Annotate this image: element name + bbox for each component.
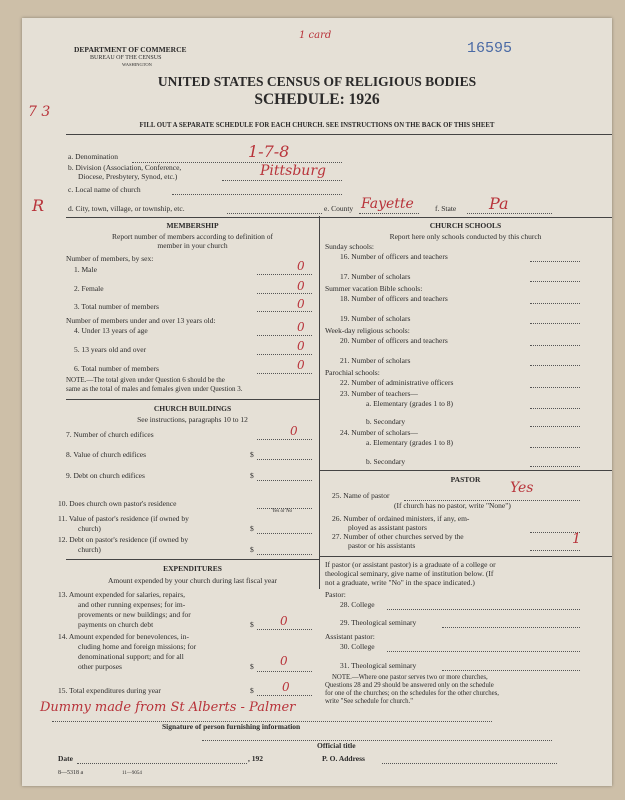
q23b-label: b. Secondary xyxy=(366,417,406,426)
schedule-year: SCHEDULE: 1926 xyxy=(254,91,380,108)
q4-label: 4. Under 13 years of age xyxy=(74,326,148,335)
q24b-label: b. Secondary xyxy=(366,457,406,466)
pastor-note-3: for one of the churches; on the schedules for the other churches, xyxy=(325,690,500,697)
official-title-line[interactable] xyxy=(202,740,552,741)
q18-label: 18. Number of officers and teachers xyxy=(340,294,448,303)
q29-label: 29. Theological seminary xyxy=(340,618,417,627)
q13-label-2: and other running expenses; for im- xyxy=(78,600,186,609)
q9-label: 9. Debt on church edifices xyxy=(66,471,145,480)
bureau-label: BUREAU OF THE CENSUS xyxy=(90,55,162,61)
pastor-note-2: Questions 28 and 29 should be answered only on the schedule xyxy=(325,682,494,689)
assistant-sub-label: Assistant pastor: xyxy=(325,632,375,641)
q7-label: 7. Number of church edifices xyxy=(66,430,154,439)
local-name-label: c. Local name of church xyxy=(68,185,141,194)
q9-dollar: $ xyxy=(250,471,254,480)
membership-intro-1: Report number of members according to definition of xyxy=(112,232,273,241)
q19-line[interactable] xyxy=(530,323,580,324)
q7-line[interactable] xyxy=(257,439,312,440)
denomination-value: 1-7-8 xyxy=(248,142,290,161)
q6-label: 6. Total number of members xyxy=(74,364,159,373)
column-divider xyxy=(319,216,320,589)
q27-label-1: 27. Number of other churches served by the xyxy=(332,532,464,541)
division-value: Pittsburg xyxy=(260,163,326,179)
q4-line[interactable] xyxy=(257,335,312,336)
signature-label: Signature of person furnishing information xyxy=(162,722,301,731)
city-label: WASHINGTON xyxy=(122,62,152,67)
q5-line[interactable] xyxy=(257,354,312,355)
denomination-label: a. Denomination xyxy=(68,152,118,161)
q23a-line[interactable] xyxy=(530,408,580,409)
weekday-label: Week-day religious schools: xyxy=(325,326,410,335)
annotation-R: R xyxy=(32,196,45,215)
date-label: Date xyxy=(58,754,73,763)
q3-label: 3. Total number of members xyxy=(74,302,159,311)
q15-dollar: $ xyxy=(250,686,254,695)
q14-label-1: 14. Amount expended for benevolences, in- xyxy=(58,632,190,641)
q14-label-3: denominational support; and for all xyxy=(78,652,184,661)
date-year: , 192 xyxy=(248,754,263,763)
q9-line[interactable] xyxy=(257,480,312,481)
q22-line[interactable] xyxy=(530,387,580,388)
q8-label: 8. Value of church edifices xyxy=(66,450,147,459)
q13-dollar: $ xyxy=(250,620,254,629)
city-town-line[interactable] xyxy=(227,213,322,214)
graduate-note-3: not a graduate, write "No" in the space indicated.) xyxy=(325,578,475,587)
q13-label-1: 13. Amount expended for salaries, repairs, xyxy=(58,590,186,599)
q16-line[interactable] xyxy=(530,261,580,262)
schools-intro: Report here only schools conducted by this church xyxy=(389,232,542,241)
q21-label: 21. Number of scholars xyxy=(340,356,411,365)
q11-label-2: church) xyxy=(78,524,101,533)
city-town-label: d. City, town, village, or township, etc. xyxy=(68,204,185,213)
form-number: 8—5318 a xyxy=(58,770,84,776)
official-title-label: Official title xyxy=(317,741,356,750)
by-sex-label: Number of members, by sex: xyxy=(66,254,154,263)
q28-label: 28. College xyxy=(340,600,375,609)
q11-dollar: $ xyxy=(250,524,254,533)
q3-line[interactable] xyxy=(257,311,312,312)
county-line[interactable] xyxy=(359,213,419,214)
q24-label: 24. Number of scholars— xyxy=(340,428,418,437)
age-intro-label: Number of members under and over 13 years old: xyxy=(66,316,216,325)
graduate-note-2: theological seminary, give name of institution below. (If xyxy=(325,569,494,578)
q2-line[interactable] xyxy=(257,293,312,294)
q28-line[interactable] xyxy=(387,609,580,610)
membership-heading: MEMBERSHIP xyxy=(166,221,219,230)
q17-line[interactable] xyxy=(530,281,580,282)
q15-value: 0 xyxy=(282,680,290,694)
q31-line[interactable] xyxy=(442,670,580,671)
q8-line[interactable] xyxy=(257,459,312,460)
q23b-line[interactable] xyxy=(530,426,580,427)
q3-value: 0 xyxy=(297,297,305,311)
q23a-label: a. Elementary (grades 1 to 8) xyxy=(366,399,454,408)
q18-line[interactable] xyxy=(530,303,580,304)
q29-line[interactable] xyxy=(442,627,580,628)
q30-line[interactable] xyxy=(387,651,580,652)
sunday-label: Sunday schools: xyxy=(325,242,374,251)
state-value: Pa xyxy=(489,194,509,213)
county-label: e. County xyxy=(324,204,354,213)
q4-value: 0 xyxy=(297,320,305,334)
instruction-line: FILL OUT A SEPARATE SCHEDULE FOR EACH CHURCH. SEE INSTRUCTIONS ON THE BACK OF THIS SHEET xyxy=(139,122,495,129)
q25-label: 25. Name of pastor xyxy=(332,491,390,500)
po-address-line[interactable] xyxy=(382,763,557,764)
pastor-heading: PASTOR xyxy=(450,475,481,484)
q13-label-3: provements or new buildings; and for xyxy=(78,610,191,619)
q10-label: 10. Does church own pastor's residence xyxy=(58,499,177,508)
q20-line[interactable] xyxy=(530,345,580,346)
q13-value: 0 xyxy=(280,614,288,628)
q15-line[interactable] xyxy=(257,695,312,696)
q17-label: 17. Number of scholars xyxy=(340,272,411,281)
form-title: UNITED STATES CENSUS OF RELIGIOUS BODIES xyxy=(157,74,477,89)
date-line[interactable] xyxy=(77,763,247,764)
annotation-73: 7 3 xyxy=(28,104,51,120)
q12-dollar: $ xyxy=(250,545,254,554)
buildings-intro: See instructions, paragraphs 10 to 12 xyxy=(137,415,248,424)
pastor-note-4: write "See schedule for church." xyxy=(325,698,414,705)
q26-label-2: ployed as assistant pastors xyxy=(348,523,427,532)
division-label: b. Division (Association, Conference, xyxy=(68,163,182,172)
q11-line[interactable] xyxy=(257,533,312,534)
signature-value: Dummy made from St Alberts - Palmer xyxy=(40,700,296,715)
buildings-divider xyxy=(66,559,319,560)
po-address-label: P. O. Address xyxy=(322,754,365,763)
q14-value: 0 xyxy=(280,654,288,668)
pastor-note-1: NOTE.—Where one pastor serves two or more churches, xyxy=(332,674,488,681)
q24a-label: a. Elementary (grades 1 to 8) xyxy=(366,438,454,447)
q13-line[interactable] xyxy=(257,629,312,630)
q23-label: 23. Number of teachers— xyxy=(340,389,418,398)
census-schedule-sheet xyxy=(22,18,612,786)
q15-label: 15. Total expenditures during year xyxy=(58,686,161,695)
identity-divider xyxy=(66,217,612,218)
county-value: Fayette xyxy=(361,196,414,212)
q16-label: 16. Number of officers and teachers xyxy=(340,252,448,261)
parochial-label: Parochial schools: xyxy=(325,368,380,377)
membership-note-2: same as the total of males and females given under Question 3. xyxy=(66,385,243,393)
summer-label: Summer vacation Bible schools: xyxy=(325,284,423,293)
local-name-line[interactable] xyxy=(172,194,342,195)
state-label: f. State xyxy=(435,204,457,213)
q26-label-1: 26. Number of ordained ministers, if any, em- xyxy=(332,514,470,523)
q25-hint: (If church has no pastor, write "None") xyxy=(394,501,511,510)
q2-label: 2. Female xyxy=(74,284,104,293)
q1-label: 1. Male xyxy=(74,265,97,274)
yes-no-hint: Yes or No xyxy=(272,509,293,514)
print-number: 11—9054 xyxy=(122,771,142,776)
membership-intro-2: member in your church xyxy=(157,241,228,250)
expenditures-intro: Amount expended by your church during last fiscal year xyxy=(107,576,278,585)
q14-line[interactable] xyxy=(257,671,312,672)
q27-line[interactable] xyxy=(530,550,580,551)
pastor-sub-label: Pastor: xyxy=(325,590,346,599)
header-divider xyxy=(66,134,612,135)
q22-label: 22. Number of administrative officers xyxy=(340,378,454,387)
schools-divider xyxy=(319,470,612,471)
q31-label: 31. Theological seminary xyxy=(340,661,417,670)
buildings-heading: CHURCH BUILDINGS xyxy=(153,404,232,413)
q1-value: 0 xyxy=(297,259,305,273)
q12-label: 12. Debt on pastor's residence (if owned by xyxy=(58,535,189,544)
q13-label-4: payments on church debt xyxy=(78,620,154,629)
q8-dollar: $ xyxy=(250,450,254,459)
q1-line[interactable] xyxy=(257,274,312,275)
expenditures-heading: EXPENDITURES xyxy=(163,564,222,573)
q7-value: 0 xyxy=(290,424,298,438)
q5-value: 0 xyxy=(297,339,305,353)
state-line[interactable] xyxy=(467,213,552,214)
q24b-line[interactable] xyxy=(530,466,580,467)
schools-heading: CHURCH SCHOOLS xyxy=(429,221,502,230)
division-label-2: Diocese, Presbytery, Synod, etc.) xyxy=(78,172,178,181)
q12-label-2: church) xyxy=(78,545,101,554)
q27-label-2: pastor or his assistants xyxy=(348,541,416,550)
q6-line[interactable] xyxy=(257,373,312,374)
q27-value: 1 xyxy=(572,531,581,547)
q11-label: 11. Value of pastor's residence (if owned by xyxy=(58,514,189,523)
q21-line[interactable] xyxy=(530,365,580,366)
membership-note-1: NOTE.—The total given under Question 6 should be the xyxy=(66,376,225,384)
q12-line[interactable] xyxy=(257,554,312,555)
q14-dollar: $ xyxy=(250,662,254,671)
q6-value: 0 xyxy=(297,358,305,372)
q20-label: 20. Number of officers and teachers xyxy=(340,336,448,345)
q14-label-2: cluding home and foreign missions; for xyxy=(78,642,197,651)
q24a-line[interactable] xyxy=(530,447,580,448)
q19-label: 19. Number of scholars xyxy=(340,314,411,323)
q14-label-4: other purposes xyxy=(78,662,122,671)
annotation-card: 1 card xyxy=(299,30,332,41)
department-label: DEPARTMENT OF COMMERCE xyxy=(74,45,187,54)
serial-number: 16595 xyxy=(467,40,513,57)
q2-value: 0 xyxy=(297,279,305,293)
graduate-note-1: If pastor (or assistant pastor) is a graduate of a college or xyxy=(325,560,496,569)
membership-divider xyxy=(66,399,319,400)
q5-label: 5. 13 years old and over xyxy=(74,345,147,354)
q30-label: 30. College xyxy=(340,642,375,651)
q25-value: Yes xyxy=(510,480,534,496)
division-line[interactable] xyxy=(222,180,342,181)
pastor-divider xyxy=(319,556,612,557)
